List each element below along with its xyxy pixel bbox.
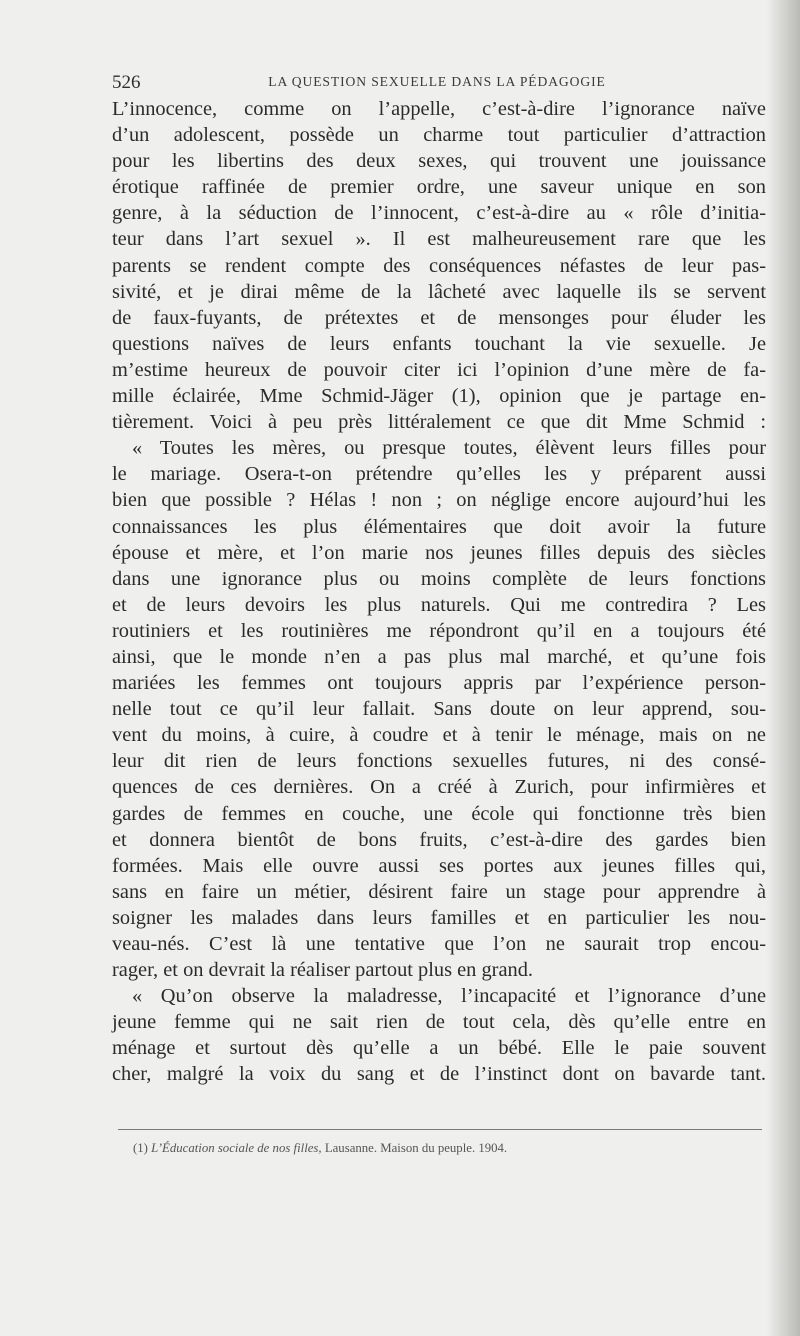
footnote-source: Lausanne. Maison du peuple. 1904. <box>324 1141 508 1155</box>
text-line: mille éclairée, Mme Schmid-Jäger (1), opinion que je partage en- <box>112 385 766 408</box>
text-line: cher, malgré la voix du sang et de l’instinct dont on bavarde tant. <box>112 1063 766 1086</box>
text-line: sans en faire un métier, désirent faire un stage pour apprendre à <box>112 880 766 903</box>
page-header <box>112 72 762 94</box>
text-line: connaissances les plus élémentaires que doit avoir la future <box>112 515 766 538</box>
footnote-title: L’Éducation sociale de nos filles, <box>151 1141 322 1155</box>
text-line: épouse et mère, et l’on marie nos jeunes filles depuis des siècles <box>112 541 766 564</box>
text-line: soigner les malades dans leurs familles et en particulier les nou- <box>112 906 766 929</box>
text-line: jeune femme qui ne sait rien de tout cela, dès qu’elle entre en <box>112 1011 766 1034</box>
text-line: bien que possible ? Hélas ! non ; on néglige encore aujourd’hui les <box>112 489 766 512</box>
text-line: routiniers et les routinières me répondront qu’il en a toujours été <box>112 619 766 642</box>
text-line: ainsi, que le monde n’en a pas plus mal marché, et qu’une fois <box>112 645 766 668</box>
text-line: ménage et surtout dès qu’elle a un bébé. Elle le paie souvent <box>112 1037 766 1060</box>
text-line: nelle tout ce qu’il leur fallait. Sans doute on leur apprend, sou- <box>112 698 766 721</box>
text-line: le mariage. Osera-t-on prétendre qu’elles les y préparent aussi <box>112 463 766 486</box>
page-number: 526 <box>112 72 141 93</box>
text-line: et de leurs devoirs les plus naturels. Qui me contredira ? Les <box>112 593 766 616</box>
text-line: gardes de femmes en couche, une école qui fonctionne très bien <box>112 802 766 825</box>
text-line: formées. Mais elle ouvre aussi ses portes aux jeunes filles qui, <box>112 854 766 877</box>
text-line: « Qu’on observe la maladresse, l’incapacité et l’ignorance d’une <box>132 985 766 1008</box>
text-line: leur dit rien de leurs fonctions sexuelles futures, ni des consé- <box>112 750 766 773</box>
text-line: « Toutes les mères, ou presque toutes, élèvent leurs filles pour <box>132 437 766 460</box>
footnote <box>133 1141 507 1156</box>
text-line: sivité, et je dirai même de la lâcheté avec laquelle ils se servent <box>112 280 766 303</box>
text-line: de faux-fuyants, de prétextes et de mensonges pour éluder les <box>112 306 766 329</box>
text-line: vent du moins, à cuire, à coudre et à tenir le ménage, mais on ne <box>112 724 766 747</box>
text-line: tièrement. Voici à peu près littéralement ce que dit Mme Schmid : <box>112 411 766 434</box>
text-line: genre, à la séduction de l’innocent, c’est-à-dire au « rôle d’initia- <box>112 202 766 225</box>
text-line: mariées les femmes ont toujours appris par l’expérience person- <box>112 672 766 695</box>
text-line: rager, et on devrait la réaliser partout plus en grand. <box>112 959 533 982</box>
text-line: et donnera bientôt de bons fruits, c’est-à-dire des gardes bien <box>112 828 766 851</box>
text-line: érotique raffinée de premier ordre, une saveur unique en son <box>112 176 766 199</box>
text-line: dans une ignorance plus ou moins complète de leurs fonctions <box>112 567 766 590</box>
page-edge-shadow <box>766 0 800 1336</box>
running-title: LA QUESTION SEXUELLE DANS LA PÉDAGOGIE <box>268 74 606 89</box>
text-line: d’un adolescent, possède un charme tout particulier d’attraction <box>112 124 766 147</box>
footnote-marker: (1) <box>133 1141 148 1155</box>
text-line: L’innocence, comme on l’appelle, c’est-à-dire l’ignorance naïve <box>112 98 766 120</box>
footnote-rule <box>118 1129 762 1130</box>
text-line: pour les libertins des deux sexes, qui trouvent une jouissance <box>112 150 766 173</box>
text-line: quences de ces dernières. On a créé à Zurich, pour infirmières et <box>112 776 766 799</box>
text-line: questions naïves de leurs enfants touchant la vie sexuelle. Je <box>112 332 766 355</box>
text-line: parents se rendent compte des conséquences néfastes de leur pas- <box>112 254 766 277</box>
body-text <box>112 96 766 1088</box>
text-line: teur dans l’art sexuel ». Il est malheureusement rare que les <box>112 228 766 251</box>
text-line: m’estime heureux de pouvoir citer ici l’opinion d’une mère de fa- <box>112 358 766 381</box>
text-line: veau-nés. C’est là une tentative que l’on ne saurait trop encou- <box>112 933 766 955</box>
